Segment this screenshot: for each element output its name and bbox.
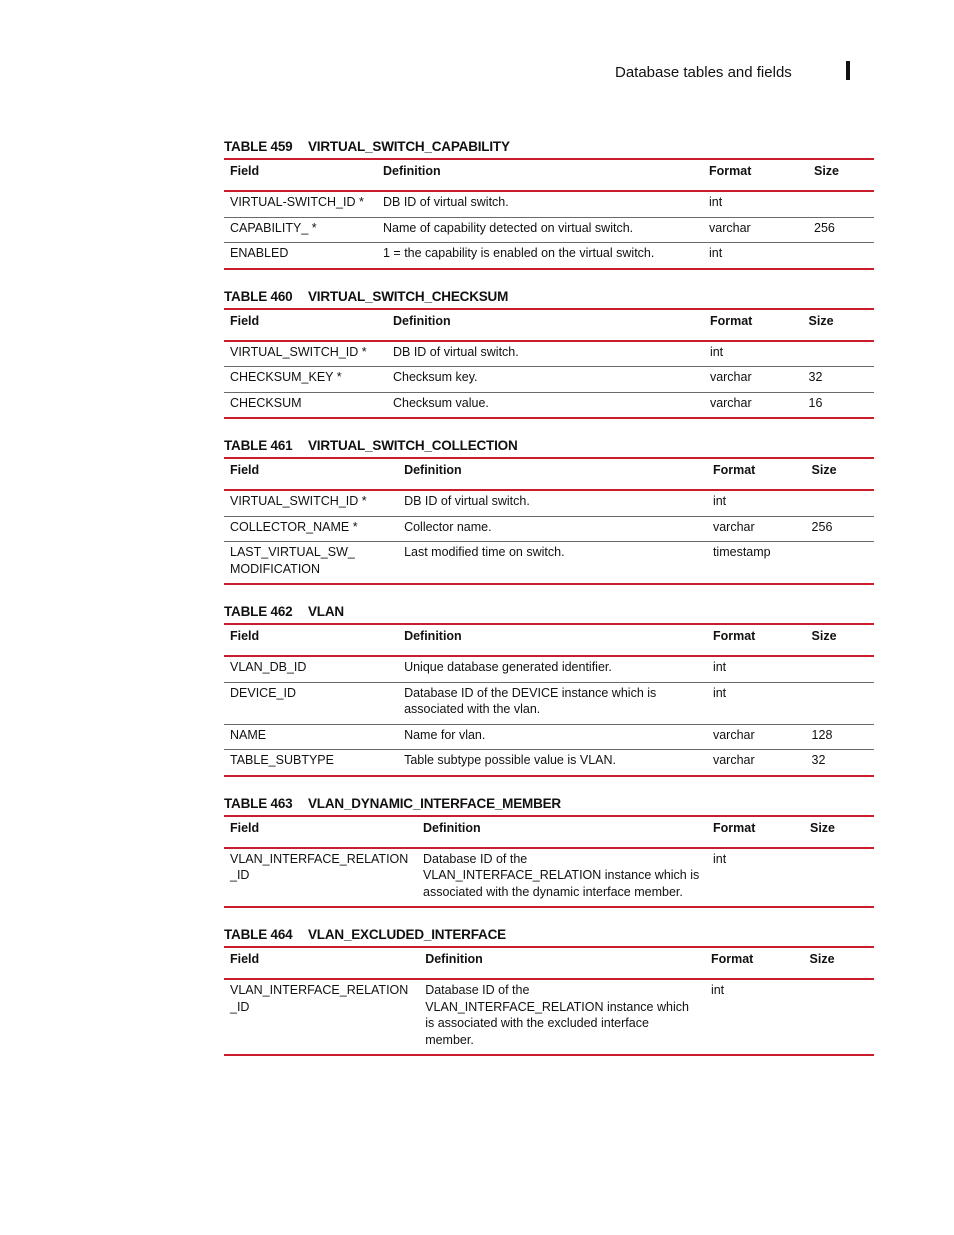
table-caption (224, 435, 874, 457)
table-number: TABLE 460 (224, 288, 293, 304)
table-number: TABLE 461 (224, 438, 293, 453)
column-header-field: Field (230, 952, 260, 966)
table-row (224, 682, 874, 724)
cell-format: int (709, 246, 723, 260)
column-header-definition: Definition (393, 313, 451, 328)
column-header-size: Size (810, 820, 836, 835)
cell-format: int (712, 494, 727, 508)
column-header-size: Size (808, 313, 834, 328)
column-header-field: Field (230, 164, 260, 178)
cell-size (804, 979, 874, 1055)
cell-size: 256 (811, 519, 833, 534)
table-caption (224, 136, 874, 158)
header-marker-bar (846, 61, 850, 80)
cell-definition: 1 = the capability is enabled on the virtual switch. (383, 246, 655, 260)
cell-definition: Checksum key. (393, 370, 478, 384)
cell-format: int (709, 195, 723, 209)
cell-format: timestamp (712, 545, 771, 559)
table-row (224, 979, 874, 1055)
cell-field: VIRTUAL_SWITCH_ID * (230, 494, 367, 508)
table-caption (224, 286, 874, 308)
page-header-title: Database tables and fields (615, 64, 792, 81)
table-block (224, 793, 874, 909)
cell-size (806, 682, 874, 724)
cell-field: DEVICE_ID (230, 685, 296, 700)
cell-format: varchar (709, 220, 751, 235)
table-row (224, 490, 874, 516)
table-row (224, 848, 874, 908)
cell-format: varchar (709, 395, 752, 410)
column-header-field: Field (230, 629, 260, 643)
cell-size: 32 (811, 753, 826, 767)
data-table (224, 158, 874, 270)
table-header-row (224, 947, 874, 979)
table-row (224, 191, 874, 217)
cell-field: CAPABILITY_ * (230, 220, 317, 235)
cell-size (806, 542, 874, 585)
table-row (224, 392, 874, 418)
column-header-definition: Definition (425, 952, 483, 966)
column-header-definition: Definition (423, 820, 481, 835)
cell-definition: Database ID of the DEVICE instance which is associated with the vlan. (404, 685, 657, 716)
cell-size (803, 341, 874, 367)
cell-format: int (712, 685, 727, 700)
data-table (224, 815, 874, 909)
cell-field: NAME (230, 727, 267, 742)
table-block (224, 435, 874, 585)
cell-field: TABLE_SUBTYPE (230, 753, 334, 767)
column-header-size: Size (809, 952, 835, 966)
cell-size (808, 191, 874, 217)
column-header-format: Format (712, 629, 756, 643)
cell-definition: Checksum value. (393, 395, 489, 410)
tables-container (224, 136, 874, 1072)
table-name: VLAN_DYNAMIC_INTERFACE_MEMBER (308, 795, 561, 811)
cell-size: 32 (808, 370, 823, 384)
cell-format: varchar (712, 727, 755, 742)
cell-format: varchar (712, 519, 755, 534)
table-header-row (224, 624, 874, 656)
column-header-field: Field (230, 313, 260, 328)
column-header-format: Format (709, 313, 753, 328)
cell-definition: DB ID of virtual switch. (383, 195, 509, 209)
table-number: TABLE 464 (224, 927, 293, 942)
cell-field: LAST_VIRTUAL_SW_ MODIFICATION (230, 545, 355, 576)
cell-definition: DB ID of virtual switch. (404, 494, 530, 508)
table-name: VIRTUAL_SWITCH_CHECKSUM (308, 288, 509, 304)
table-block (224, 601, 874, 777)
cell-definition: Collector name. (404, 519, 492, 534)
column-header-field: Field (230, 820, 260, 835)
column-header-format: Format (713, 820, 756, 835)
table-header-row (224, 309, 874, 341)
cell-size (808, 243, 874, 269)
table-name: VLAN_EXCLUDED_INTERFACE (308, 927, 506, 942)
column-header-definition: Definition (383, 164, 441, 178)
table-number: TABLE 462 (224, 604, 293, 619)
cell-format: varchar (709, 370, 752, 384)
cell-field: VIRTUAL-SWITCH_ID * (230, 195, 364, 209)
table-row (224, 367, 874, 393)
cell-field: ENABLED (230, 246, 289, 260)
cell-format: int (713, 851, 727, 866)
data-table (224, 308, 874, 420)
cell-definition: Last modified time on switch. (404, 545, 565, 559)
cell-size (804, 848, 874, 908)
cell-format: int (710, 983, 725, 997)
cell-definition: Name for vlan. (404, 727, 486, 742)
cell-field: VLAN_INTERFACE_RELATION_ID (230, 851, 409, 882)
column-header-field: Field (230, 463, 260, 477)
cell-field: COLLECTOR_NAME * (230, 519, 358, 534)
cell-format: varchar (712, 753, 755, 767)
table-row (224, 656, 874, 682)
cell-size: 128 (811, 727, 833, 742)
table-row (224, 542, 874, 585)
table-caption (224, 924, 874, 946)
table-caption (224, 793, 874, 815)
column-header-format: Format (709, 164, 752, 178)
table-row (224, 750, 874, 776)
data-table (224, 623, 874, 777)
cell-definition: DB ID of virtual switch. (393, 344, 519, 359)
cell-size (806, 656, 874, 682)
table-header-row (224, 159, 874, 191)
cell-definition: Unique database generated identifier. (404, 660, 612, 674)
cell-field: VLAN_INTERFACE_RELATION_ID (230, 983, 409, 1014)
column-header-size: Size (811, 463, 837, 477)
cell-field: CHECKSUM (230, 395, 302, 410)
table-name: VLAN (308, 604, 344, 619)
cell-field: VIRTUAL_SWITCH_ID * (230, 344, 367, 359)
column-header-size: Size (814, 164, 840, 178)
table-block (224, 924, 874, 1056)
table-row (224, 217, 874, 243)
cell-definition: Name of capability detected on virtual switch. (383, 220, 634, 235)
table-caption (224, 601, 874, 623)
column-header-size: Size (811, 629, 837, 643)
table-name: VIRTUAL_SWITCH_CAPABILITY (308, 139, 510, 154)
table-name: VIRTUAL_SWITCH_COLLECTION (308, 438, 518, 453)
table-header-row (224, 458, 874, 490)
table-block (224, 136, 874, 270)
table-block (224, 286, 874, 420)
cell-definition: Table subtype possible value is VLAN. (404, 753, 616, 767)
column-header-definition: Definition (404, 463, 462, 477)
cell-definition: Database ID of the VLAN_INTERFACE_RELATION instance which is associated with the dynamic interface member. (423, 851, 700, 899)
column-header-definition: Definition (404, 629, 462, 643)
column-header-format: Format (712, 463, 756, 477)
cell-size: 256 (814, 220, 835, 235)
column-header-format: Format (710, 952, 754, 966)
cell-definition: Database ID of the VLAN_INTERFACE_RELATION instance which is associated with the excluded interface member. (425, 983, 689, 1047)
cell-size: 16 (808, 395, 823, 410)
data-table (224, 946, 874, 1056)
cell-field: CHECKSUM_KEY * (230, 370, 342, 384)
cell-field: VLAN_DB_ID (230, 660, 307, 674)
table-header-row (224, 816, 874, 848)
table-row (224, 341, 874, 367)
table-number: TABLE 463 (224, 795, 293, 811)
cell-size (806, 490, 874, 516)
table-number: TABLE 459 (224, 139, 293, 154)
table-row (224, 724, 874, 750)
data-table (224, 457, 874, 585)
table-row (224, 243, 874, 269)
cell-format: int (712, 660, 727, 674)
cell-format: int (709, 344, 724, 359)
table-row (224, 516, 874, 542)
